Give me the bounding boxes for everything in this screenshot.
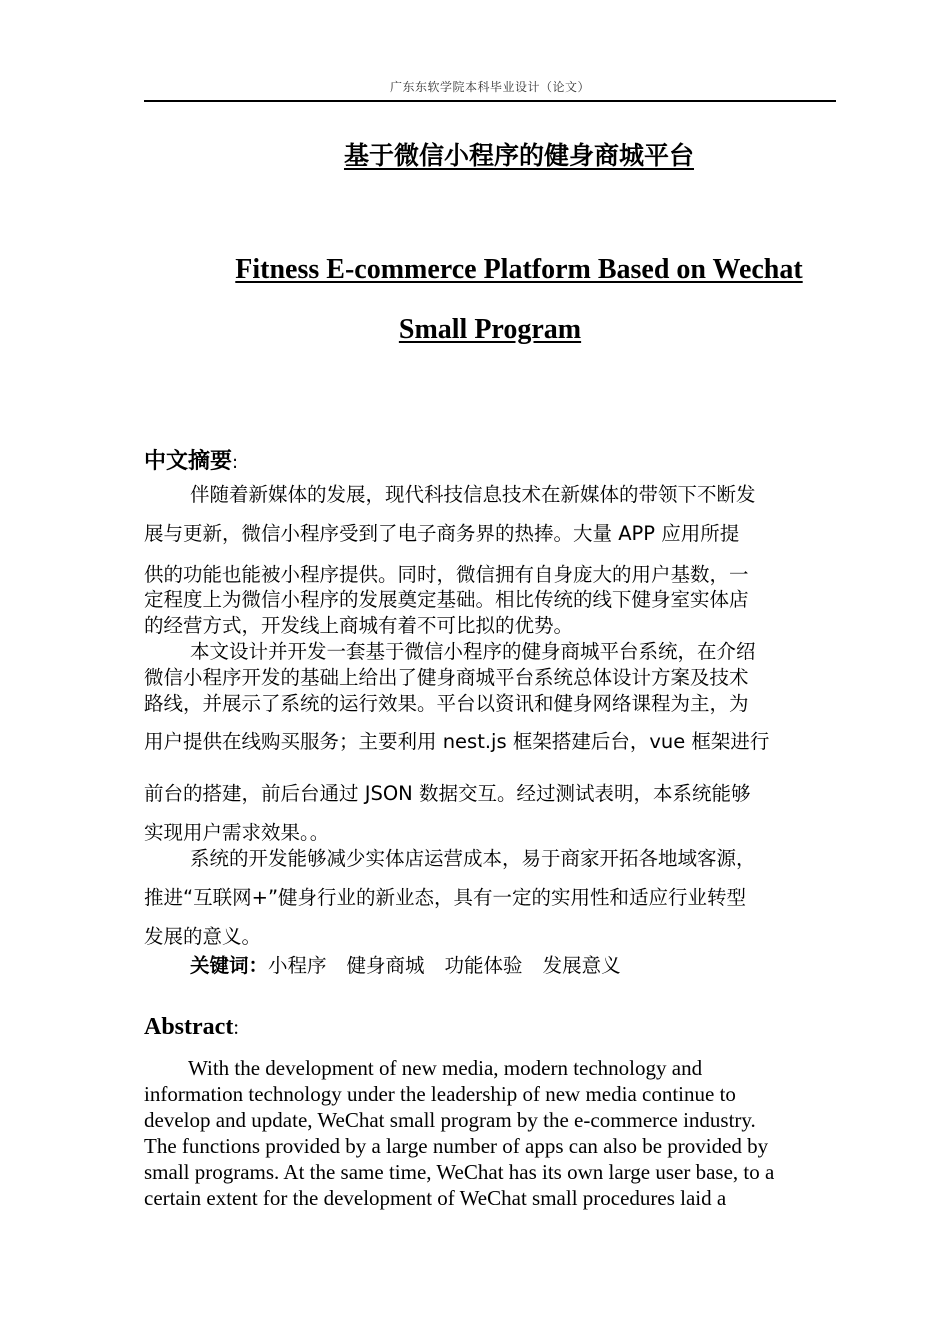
- header-rule: [144, 100, 836, 102]
- chinese-abstract-line: 用户提供在线购买服务；主要利用 nest.js 框架搭建后台，vue 框架进行: [144, 730, 770, 753]
- chinese-abstract-line: 系统的开发能够减少实体店运营成本，易于商家开拓各地域客源，: [190, 847, 756, 870]
- english-abstract-line: certain extent for the development of WeChat small procedures laid a: [144, 1186, 727, 1210]
- keyword: 健身商城: [346, 954, 425, 977]
- keywords-line: [190, 950, 641, 978]
- english-abstract-line: information technology under the leadership of new media continue to: [144, 1082, 736, 1106]
- keyword: 发展意义: [542, 954, 621, 977]
- english-abstract-heading-colon: :: [233, 1017, 239, 1039]
- english-abstract-line: The functions provided by a large number of apps can also be provided by: [144, 1134, 769, 1158]
- chinese-abstract-line: 推进“互联网+”健身行业的新业态，具有一定的实用性和适应行业转型: [144, 886, 747, 909]
- chinese-abstract-line: 发展的意义。: [144, 925, 262, 948]
- chinese-abstract-heading-text: 中文摘要: [144, 449, 233, 474]
- chinese-abstract-line: 的经营方式，开发线上商城有着不可比拟的优势。: [144, 614, 574, 637]
- chinese-abstract-heading: [144, 444, 238, 475]
- keyword: 功能体验: [444, 954, 523, 977]
- english-title-line-2: Small Program: [398, 314, 582, 345]
- chinese-abstract-line: 本文设计并开发一套基于微信小程序的健身商城平台系统，在介绍: [190, 640, 756, 663]
- chinese-abstract-line: 展与更新，微信小程序受到了电子商务界的热捧。大量 APP 应用所提: [144, 522, 740, 545]
- chinese-title: 基于微信小程序的健身商城平台: [343, 141, 694, 170]
- chinese-abstract-heading-colon: :: [232, 452, 239, 473]
- english-abstract-line: develop and update, WeChat small program by the e-commerce industry.: [144, 1108, 756, 1132]
- chinese-abstract-line: 路线，并展示了系统的运行效果。平台以资讯和健身网络课程为主，为: [144, 692, 749, 715]
- english-abstract-line: With the development of new media, modern technology and: [188, 1056, 703, 1080]
- english-abstract-heading: [144, 1014, 239, 1041]
- english-title-line-1: Fitness E-commerce Platform Based on Wechat: [235, 254, 803, 285]
- english-abstract-line: small programs. At the same time, WeChat has its own large user base, to a: [144, 1160, 775, 1184]
- chinese-abstract-line: 实现用户需求效果。。: [144, 821, 330, 844]
- chinese-abstract-line: 供的功能也能被小程序提供。同时，微信拥有自身庞大的用户基数，一: [144, 563, 749, 586]
- english-abstract-heading-text: Abstract: [144, 1014, 234, 1040]
- keywords-label: 关键词：: [190, 954, 269, 977]
- chinese-abstract-line: 伴随着新媒体的发展，现代科技信息技术在新媒体的带领下不断发: [190, 483, 756, 506]
- chinese-abstract-line: 微信小程序开发的基础上给出了健身商城平台系统总体设计方案及技术: [144, 666, 749, 689]
- chinese-abstract-line: 前台的搭建，前后台通过 JSON 数据交互。经过测试表明，本系统能够: [144, 782, 751, 805]
- running-header: 广东东软学院本科毕业设计（论文）: [389, 80, 590, 94]
- chinese-abstract-line: 定程度上为微信小程序的发展奠定基础。相比传统的线下健身室实体店: [144, 588, 749, 611]
- keyword: 小程序: [268, 954, 327, 977]
